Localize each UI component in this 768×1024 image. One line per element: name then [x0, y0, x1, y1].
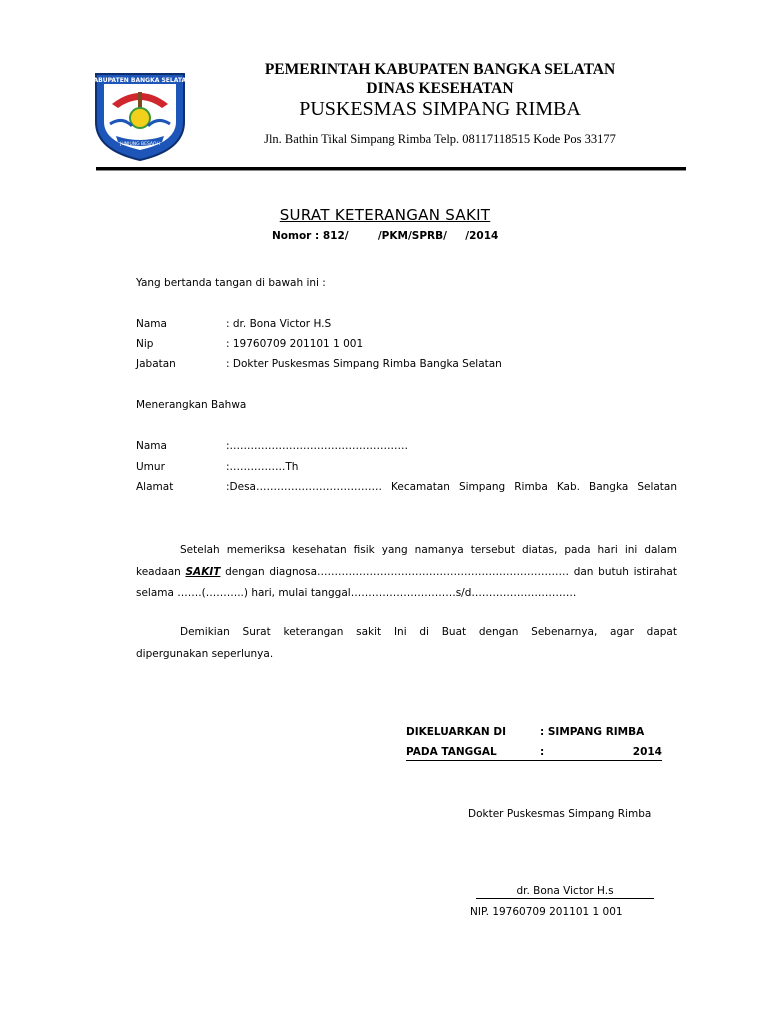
patient-age-value: :…………….Th [226, 461, 299, 473]
issued-on-year: 2014 [632, 746, 662, 758]
body-line-2: keadaan SAKIT dengan diagnosa……………………………………………………………… dan butuh istirahat [136, 565, 677, 578]
declares-text: Menerangkan Bahwa [136, 399, 247, 411]
government-name: PEMERINTAH KABUPATEN BANGKA SELATAN [264, 61, 616, 78]
patient-name-label: Nama [136, 440, 167, 452]
address-part: Kab. [556, 481, 580, 493]
address-part: Bangka [588, 481, 629, 493]
signer-nip-value: : 19760709 201101 1 001 [226, 338, 364, 350]
patient-age-label: Umur [136, 461, 165, 473]
address-part: Kecamatan [391, 481, 450, 493]
issued-at-label: DIKELUARKAN DI [406, 726, 506, 738]
issued-on-label: PADA TANGGAL [406, 746, 497, 758]
issued-on-colon: : [540, 746, 545, 758]
intro-text: Yang bertanda tangan di bawah ini : [136, 277, 326, 289]
patient-name-value: :…………………………………………… [226, 440, 409, 452]
body-line-1: Setelah memeriksa kesehatan fisik yang namanya tersebut diatas, pada hari ini dalam [180, 544, 677, 556]
logo-top-text: KABUPATEN BANGKA SELATAN [92, 77, 188, 84]
body-paragraph [136, 540, 677, 605]
sick-emphasis: SAKIT [185, 565, 221, 578]
logo-bottom-text: JUNJUNG BESAOH [120, 142, 160, 147]
address-part: Simpang [458, 481, 506, 493]
patient-address-value [226, 481, 677, 493]
institution-name: PUSKESMAS SIMPANG RIMBA [299, 98, 581, 120]
signature-title: Dokter Puskesmas Simpang Rimba [468, 808, 652, 820]
signature-nip: NIP. 19760709 201101 1 001 [470, 906, 623, 918]
body-line-3: selama …….(………..) hari, mulai tanggal…………………………s/d………………………… [136, 587, 577, 599]
issued-at-value: : SIMPANG RIMBA [540, 726, 645, 738]
address-part: Rimba [514, 481, 548, 493]
department-name: DINAS KESEHATAN [366, 80, 514, 97]
closing-line-2: dipergunakan seperlunya. [136, 647, 274, 660]
header-divider-shadow [96, 170, 686, 171]
address-part: :Desa……………………………… [226, 481, 382, 493]
signature-name: dr. Bona Victor H.s [476, 884, 654, 899]
document-title: SURAT KETERANGAN SAKIT [279, 206, 491, 224]
closing-paragraph [136, 622, 677, 665]
signer-name-value: : dr. Bona Victor H.S [226, 318, 332, 330]
signer-position-label: Jabatan [136, 358, 176, 370]
signer-position-value: : Dokter Puskesmas Simpang Rimba Bangka Selatan [226, 358, 502, 370]
regency-logo [92, 70, 188, 162]
signer-nip-label: Nip [136, 338, 154, 350]
signer-name-label: Nama [136, 318, 167, 330]
document-number: Nomor : 812/ /PKM/SPRB/ /2014 [272, 230, 499, 242]
issued-on-row [406, 746, 662, 761]
patient-address-label: Alamat [136, 481, 174, 493]
institution-address: Jln. Bathin Tikal Simpang Rimba Telp. 08117118515 Kode Pos 33177 [264, 132, 616, 146]
closing-line-1: Demikian Surat keterangan sakit Ini di Buat dengan Sebenarnya, agar dapat [180, 626, 677, 638]
address-part: Selatan [637, 481, 677, 493]
